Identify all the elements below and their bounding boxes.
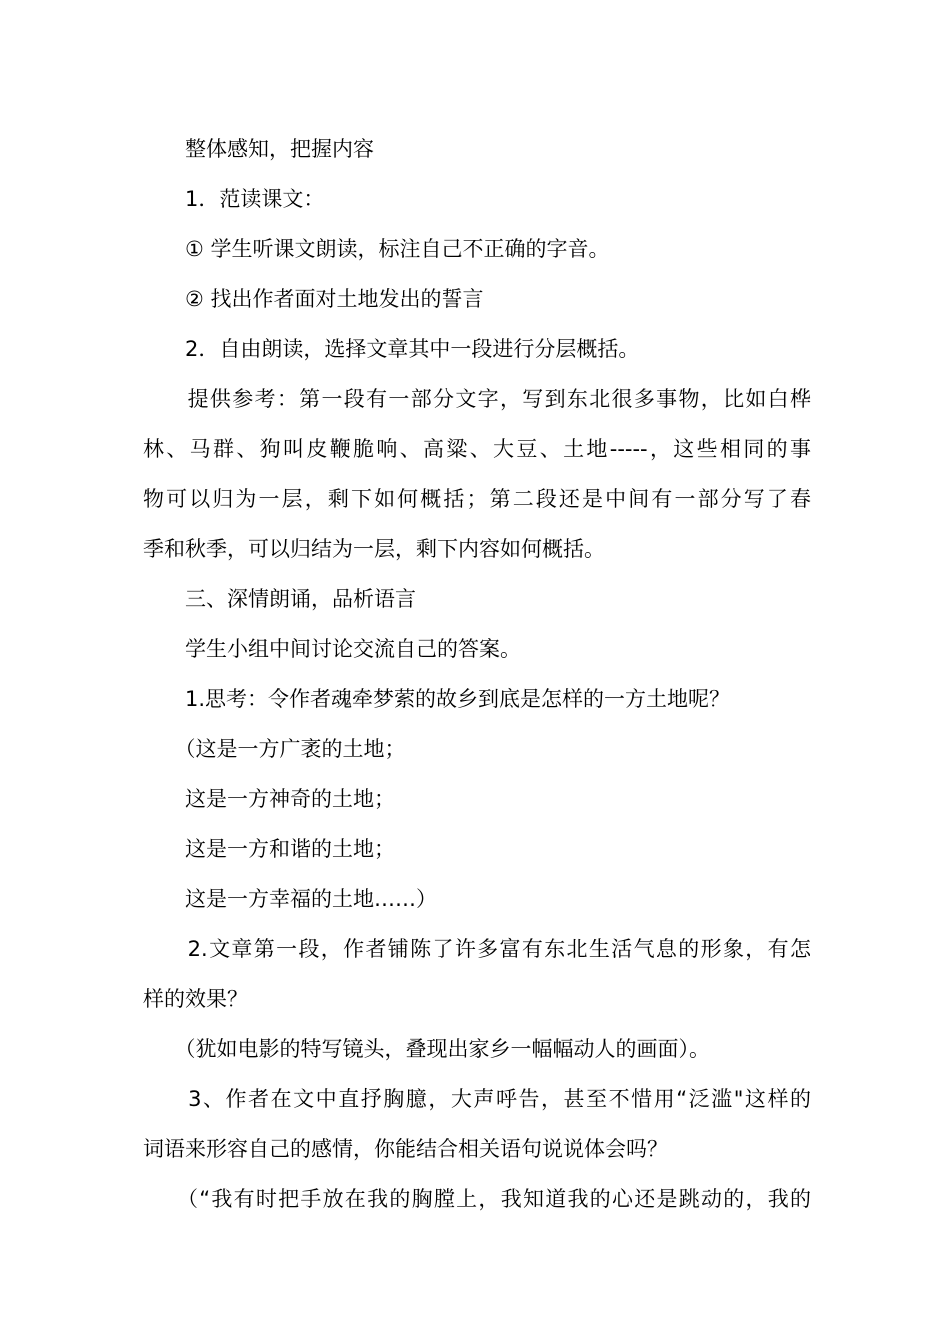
heading-section-three: 三、深情朗诵，品析语言 — [143, 587, 416, 611]
reference-paragraph-line-1: 提供参考：第一段有一部分文字，写到东北很多事物，比如白桦 — [143, 387, 811, 411]
question-3-line-1: 3、作者在文中直抒胸臆，大声呼告，甚至不惜用“泛滥"这样的 — [143, 1087, 811, 1111]
answer-3-line-1: （“我有时把手放在我的胸膛上，我知道我的心还是跳动的，我的 — [143, 1187, 811, 1211]
step-1-item-a: ① 学生听课文朗读，标注自己不正确的字音。 — [143, 237, 610, 261]
question-2-line-2: 样的效果？ — [143, 987, 248, 1011]
question-2-line-1: 2.文章第一段，作者铺陈了许多富有东北生活气息的形象，有怎 — [143, 937, 811, 961]
step-2-free-reading: 2．自由朗读，选择文章其中一段进行分层概括。 — [143, 337, 640, 361]
step-1-model-reading: 1．范读课文： — [143, 187, 325, 211]
reference-paragraph-line-2: 林、马群、狗叫皮鞭脆响、高粱、大豆、土地-----，这些相同的事 — [143, 437, 811, 461]
reference-paragraph-line-4: 季和秋季，可以归结为一层，剩下内容如何概括。 — [143, 537, 605, 561]
answer-2: （犹如电影的特写镜头，叠现出家乡一幅幅动人的画面）。 — [143, 1037, 710, 1061]
answer-1-line-3: 这是一方和谐的土地； — [143, 837, 395, 861]
question-3-line-2: 词语来形容自己的感情，你能结合相关语句说说体会吗？ — [143, 1137, 668, 1161]
heading-overall-perception: 整体感知，把握内容 — [143, 137, 374, 161]
answer-1-line-2: 这是一方神奇的土地； — [143, 787, 395, 811]
step-1-item-b: ② 找出作者面对土地发出的誓言 — [143, 287, 484, 311]
answer-1-line-1: （这是一方广袤的土地； — [143, 737, 406, 761]
reference-paragraph-line-3: 物可以归为一层，剩下如何概括；第二段还是中间有一部分写了春 — [143, 487, 811, 511]
question-1: 1.思考：令作者魂牵梦萦的故乡到底是怎样的一方土地呢？ — [143, 687, 731, 711]
group-discussion: 学生小组中间讨论交流自己的答案。 — [143, 637, 521, 661]
answer-1-line-4: 这是一方幸福的土地……） — [143, 887, 437, 911]
